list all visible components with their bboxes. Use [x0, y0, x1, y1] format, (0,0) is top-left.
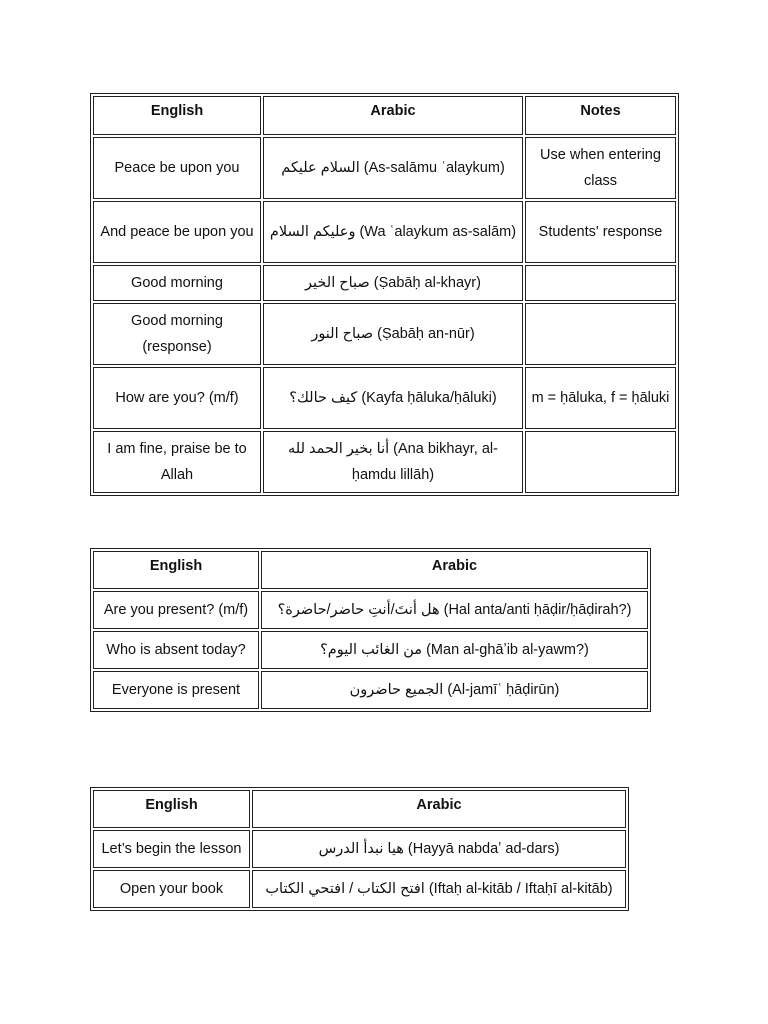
column-header-english: English	[93, 96, 261, 135]
notes-cell: Students' response	[525, 201, 676, 263]
column-header-arabic: Arabic	[252, 790, 626, 828]
notes-cell	[525, 431, 676, 493]
column-header-notes: Notes	[525, 96, 676, 135]
arabic-cell: الجميع حاضرون (Al-jamīʿ ḥāḍirūn)	[261, 671, 648, 709]
arabic-cell: السلام عليكم (As-salāmu ʿalaykum)	[263, 137, 523, 199]
notes-cell	[525, 265, 676, 301]
arabic-cell: هل أنتَ/أنتِ حاضر/حاضرة؟ (Hal anta/anti ḥāḍir/ḥāḍirah?)	[261, 591, 648, 629]
notes-cell: Use when entering class	[525, 137, 676, 199]
column-header-arabic: Arabic	[261, 551, 648, 589]
arabic-cell: هيا نبدأ الدرس (Hayyā nabdaʼ ad-dars)	[252, 830, 626, 868]
table-row	[93, 591, 648, 629]
english-cell: Who is absent today?	[93, 631, 259, 669]
table-row	[93, 137, 676, 199]
arabic-cell: من الغائب اليوم؟ (Man al-ghāʼib al-yawm?)	[261, 631, 648, 669]
table-row	[93, 631, 648, 669]
table-header-row	[93, 96, 676, 135]
table-row	[93, 265, 676, 301]
table-row	[93, 671, 648, 709]
table-row	[93, 201, 676, 263]
column-header-english: English	[93, 551, 259, 589]
table-row	[93, 303, 676, 365]
notes-cell: m = ḥāluka, f = ḥāluki	[525, 367, 676, 429]
arabic-cell: صباح الخير (Ṣabāḥ al-khayr)	[263, 265, 523, 301]
table-row	[93, 870, 626, 908]
column-header-arabic: Arabic	[263, 96, 523, 135]
english-cell: Good morning (response)	[93, 303, 261, 365]
english-cell: Let’s begin the lesson	[93, 830, 250, 868]
table-header-row	[93, 551, 648, 589]
lesson-table	[90, 787, 629, 911]
table-header-row	[93, 790, 626, 828]
english-cell: And peace be upon you	[93, 201, 261, 263]
greetings-table	[90, 93, 679, 496]
arabic-cell: كيف حالك؟ (Kayfa ḥāluka/ḥāluki)	[263, 367, 523, 429]
english-cell: Good morning	[93, 265, 261, 301]
arabic-cell: صباح النور (Ṣabāḥ an-nūr)	[263, 303, 523, 365]
arabic-cell: وعليكم السلام (Wa ʿalaykum as-salām)	[263, 201, 523, 263]
table-row	[93, 431, 676, 493]
column-header-english: English	[93, 790, 250, 828]
english-cell: Open your book	[93, 870, 250, 908]
table-row	[93, 830, 626, 868]
arabic-cell: افتح الكتاب / افتحي الكتاب (Iftaḥ al-kitāb / Iftaḥī al-kitāb)	[252, 870, 626, 908]
english-cell: Everyone is present	[93, 671, 259, 709]
english-cell: How are you? (m/f)	[93, 367, 261, 429]
english-cell: Are you present? (m/f)	[93, 591, 259, 629]
arabic-cell: أنا بخير الحمد لله (Ana bikhayr, al-ḥamdu lillāh)	[263, 431, 523, 493]
table-row	[93, 367, 676, 429]
notes-cell	[525, 303, 676, 365]
english-cell: Peace be upon you	[93, 137, 261, 199]
attendance-table	[90, 548, 651, 712]
english-cell: I am fine, praise be to Allah	[93, 431, 261, 493]
